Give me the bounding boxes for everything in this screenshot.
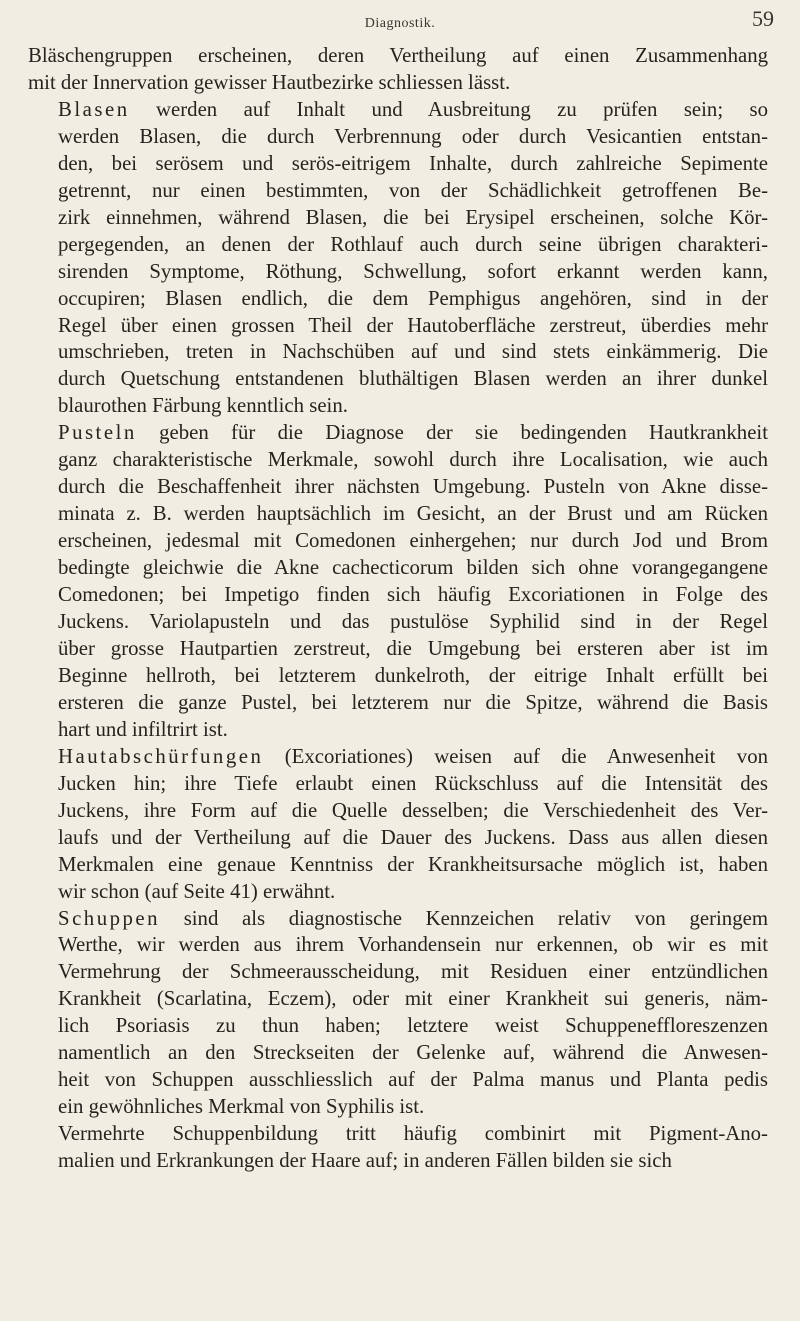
- text-line: Vermehrte Schuppenbildung tritt häufig combinirt mit Pigment-Ano-: [58, 1122, 768, 1146]
- text-line: hart und infiltrirt ist.: [58, 717, 228, 741]
- text-line: Comedonen; bei Impetigo finden sich häufig Excoriationen in Folge des: [58, 583, 768, 607]
- text-line: Beginne hellroth, bei letzterem dunkelroth, der eitrige Inhalt erfüllt bei: [58, 663, 768, 687]
- paragraph: [28, 906, 768, 1122]
- text-line: Juckens. Variolapusteln und das pustulöse Syphilid sind in der Regel: [58, 610, 768, 634]
- text-line: zirk einnehmen, während Blasen, die bei Erysipel erscheinen, solche Kör-: [58, 205, 768, 229]
- text-line: malien und Erkrankungen der Haare auf; in anderen Fällen bilden sie sich: [58, 1149, 672, 1173]
- text-line: erscheinen, jedesmal mit Comedonen einhergehen; nur durch Jod und Brom: [58, 529, 768, 553]
- text-line: Bläschengruppen erscheinen, deren Vertheilung auf einen Zusammenhang: [28, 44, 768, 67]
- body-text: [28, 43, 768, 1175]
- text-line: Merkmalen eine genaue Kenntniss der Krankheitsursache möglich ist, haben: [58, 852, 768, 876]
- text-line: durch Quetschung entstandenen bluthältigen Blasen werden an ihrer dunkel: [58, 367, 768, 391]
- text-line: lich Psoriasis zu thun haben; letztere weist Schuppeneffloreszenzen: [58, 1014, 768, 1038]
- text-line: bedingte gleichwie die Akne cachecticorum bilden sich ohne vorangegangene: [58, 556, 768, 580]
- paragraph: [28, 43, 768, 97]
- text-line: durch die Beschaffenheit ihrer nächsten Umgebung. Pusteln von Akne disse-: [58, 475, 768, 499]
- spaced-keyword: Pusteln: [58, 421, 137, 445]
- text-line: mit der Innervation gewisser Hautbezirke schliessen lässt.: [28, 70, 511, 94]
- text-line: pergegenden, an denen der Rothlauf auch durch seine übrigen charakteri-: [58, 232, 768, 256]
- text-line: minata z. B. werden hauptsächlich im Gesicht, an der Brust und am Rücken: [58, 502, 768, 526]
- paragraph: [28, 1121, 768, 1175]
- text-line: werden Blasen, die durch Verbrennung oder durch Vesicantien entstan-: [58, 124, 768, 148]
- paragraph: [28, 420, 768, 743]
- text-line: Pusteln geben für die Diagnose der sie bedingenden Hautkrankheit: [58, 421, 768, 445]
- paragraph: [28, 97, 768, 420]
- text-line: Schuppen sind als diagnostische Kennzeichen relativ von geringem: [58, 906, 768, 930]
- spaced-keyword: Blasen: [58, 97, 130, 121]
- text-line: wir schon (auf Seite 41) erwähnt.: [58, 879, 336, 903]
- text-line: Jucken hin; ihre Tiefe erlaubt einen Rückschluss auf die Intensität des: [58, 771, 768, 795]
- text-line: ein gewöhnliches Merkmal von Syphilis ist.: [58, 1095, 425, 1119]
- text-line: Juckens, ihre Form auf die Quelle desselben; die Verschiedenheit des Ver-: [58, 798, 768, 822]
- text-line: blaurothen Färbung kenntlich sein.: [58, 394, 348, 418]
- running-title: Diagnostik.: [364, 16, 436, 31]
- text-line: occupiren; Blasen endlich, die dem Pemphigus angehören, sind in der: [58, 286, 768, 310]
- text-line: heit von Schuppen ausschliesslich auf der Palma manus und Planta pedis: [58, 1068, 768, 1092]
- spaced-keyword: Schuppen: [58, 906, 161, 930]
- text-line: über grosse Hautpartien zerstreut, die Umgebung bei ersteren aber ist im: [58, 636, 768, 660]
- text-line: namentlich an den Streckseiten der Gelenke auf, während die Anwesen-: [58, 1041, 768, 1065]
- paragraph: [28, 744, 768, 906]
- text-line: Werthe, wir werden aus ihrem Vorhandensein nur erkennen, ob wir es mit: [58, 933, 768, 957]
- text-line: umschrieben, treten in Nachschüben auf und sind stets einkämmerig. Die: [58, 340, 768, 364]
- text-line: Blasen werden auf Inhalt und Ausbreitung zu prüfen sein; so: [58, 97, 768, 121]
- spaced-keyword: Hautabschürfungen: [58, 744, 264, 768]
- running-header: [0, 6, 800, 36]
- text-line: Hautabschürfungen (Excoriationes) weisen auf die Anwesenheit von: [58, 744, 768, 768]
- text-line: Krankheit (Scarlatina, Eczem), oder mit einer Krankheit sui generis, näm-: [58, 987, 768, 1011]
- text-line: den, bei serösem und serös-eitrigem Inhalte, durch zahlreiche Sepimente: [58, 151, 768, 175]
- text-line: Regel über einen grossen Theil der Hautoberfläche zerstreut, überdies mehr: [58, 313, 768, 337]
- text-line: sirenden Symptome, Röthung, Schwellung, sofort erkannt werden kann,: [58, 259, 768, 283]
- text-line: getrennt, nur einen bestimmten, von der Schädlichkeit getroffenen Be-: [58, 178, 768, 202]
- text-line: ganz charakteristische Merkmale, sowohl durch ihre Localisation, wie auch: [58, 448, 768, 472]
- page-number: 59: [752, 6, 774, 31]
- text-line: ersteren die ganze Pustel, bei letzterem nur die Spitze, während die Basis: [58, 690, 768, 714]
- text-line: laufs und der Vertheilung auf die Dauer des Juckens. Dass aus allen diesen: [58, 825, 768, 849]
- text-line: Vermehrung der Schmeerausscheidung, mit Residuen einer entzündlichen: [58, 960, 768, 984]
